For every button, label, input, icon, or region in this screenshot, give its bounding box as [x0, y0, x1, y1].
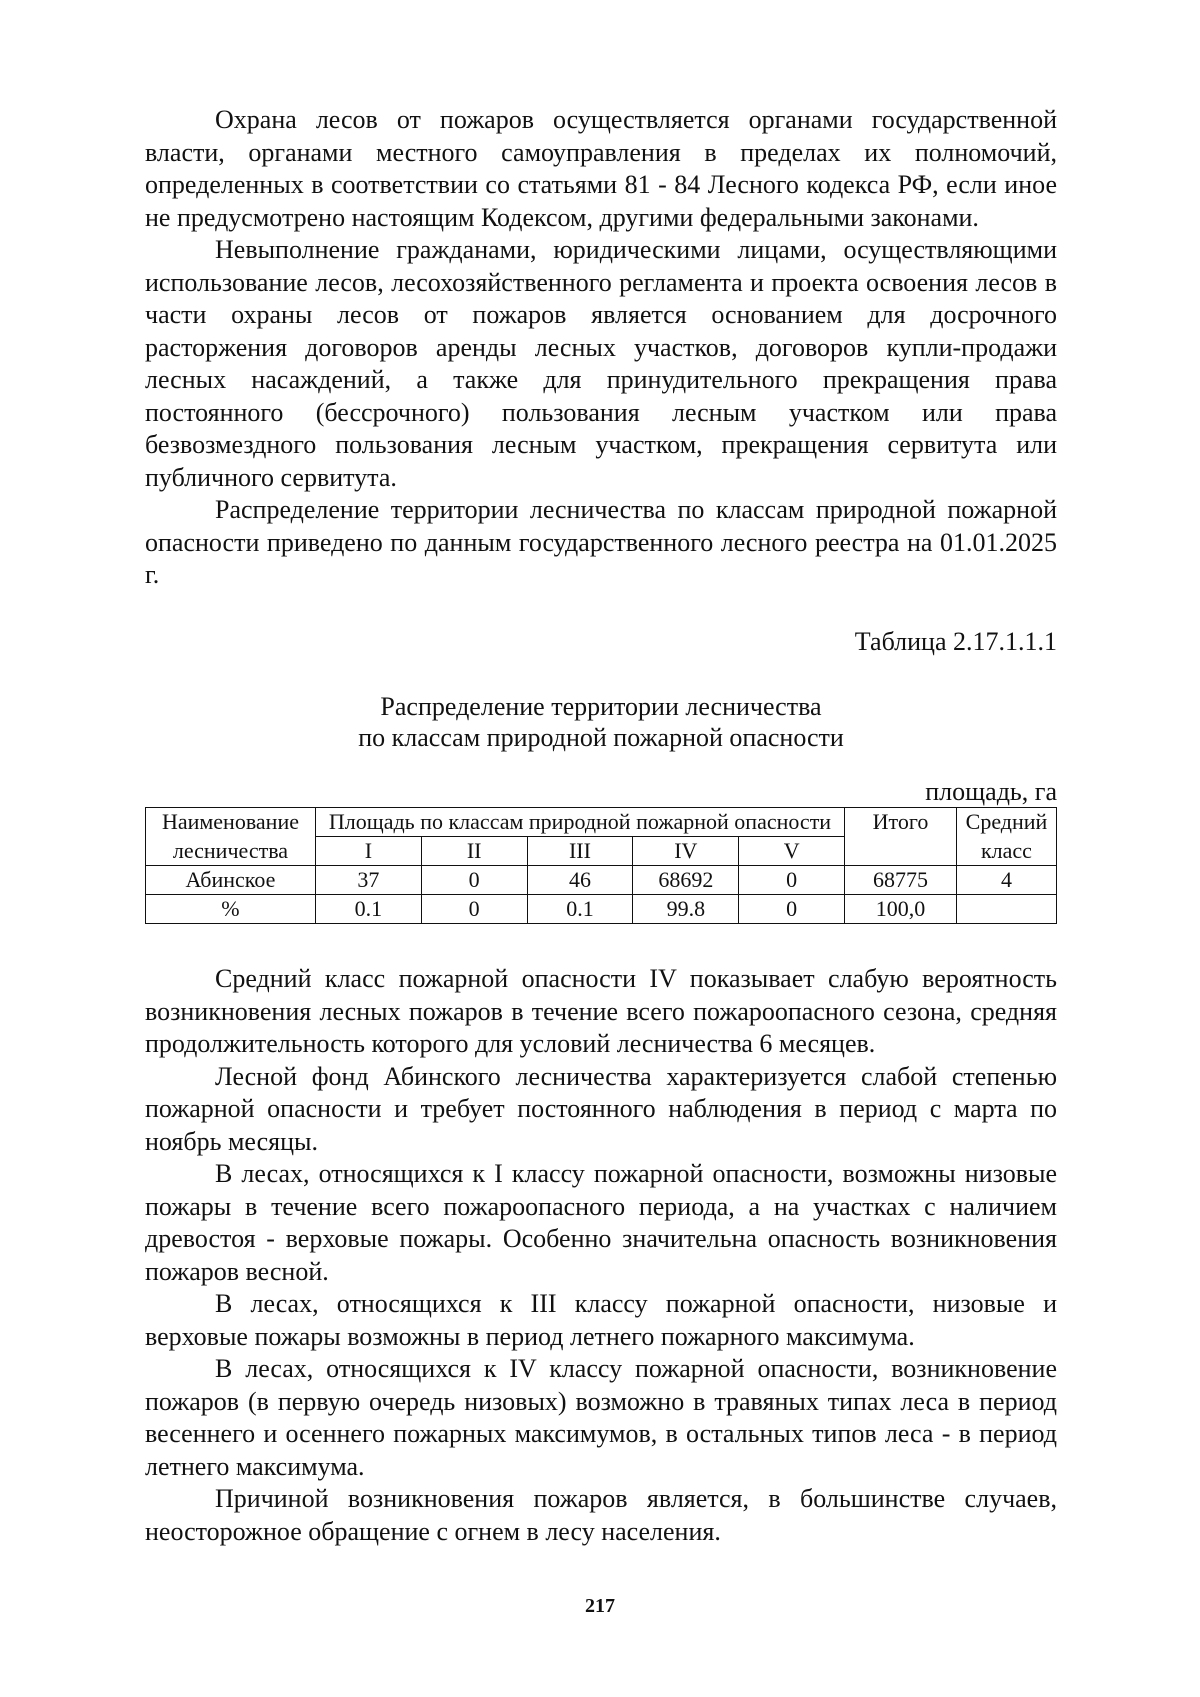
table-subheader-row	[146, 837, 1057, 866]
header-total: Итого	[845, 808, 957, 837]
row-value: 0	[421, 895, 527, 924]
paragraph-causes: Причиной возникновения пожаров является, в большинстве случаев, неосторожное обращение с огнем в лесу населения.	[145, 1484, 1057, 1546]
table-unit: площадь, га	[925, 777, 1057, 806]
row-value: 68692	[633, 866, 739, 895]
row-avg: 4	[956, 866, 1056, 895]
header-area-group: Площадь по классам природной пожарной опасности	[315, 808, 844, 837]
row-total: 68775	[845, 866, 957, 895]
paragraph-fire-protection: Охрана лесов от пожаров осуществляется органами государственной власти, органами местного самоуправления в пределах их полномочий, определенных в соответствии со статьями 81 - 84 Лесного кодекса РФ, если иное не предусмотрено настоящим Кодексом, другими федеральными законами.	[145, 105, 1057, 232]
paragraph-distribution: Распределение территории лесничества по классам природной пожарной опасности приведено по данным государственного лесного реестра на 01.01.2025 г.	[145, 495, 1057, 589]
row-value: 0	[739, 895, 845, 924]
table-number: Таблица 2.17.1.1.1	[854, 627, 1057, 656]
table-row	[146, 895, 1057, 924]
row-value: 37	[315, 866, 421, 895]
header-avg-line2: класс	[956, 837, 1056, 866]
row-total: 100,0	[845, 895, 957, 924]
row-value: 0.1	[315, 895, 421, 924]
header-class-5: V	[739, 837, 845, 866]
paragraph-class-1: В лесах, относящихся к I классу пожарной опасности, возможны низовые пожары в течение всего пожароопасного периода, а на участках с наличием древостоя - верховые пожары. Особенно значительна опасность возникновения пожаров весной.	[145, 1159, 1057, 1286]
row-name: Абинское	[146, 866, 316, 895]
paragraph-class-3: В лесах, относящихся к III классу пожарной опасности, низовые и верховые пожары возможны в период летнего пожарного максимума.	[145, 1289, 1057, 1351]
header-name-line1: Наименование	[146, 808, 316, 837]
header-class-1: I	[315, 837, 421, 866]
row-value: 46	[527, 866, 633, 895]
row-value: 99.8	[633, 895, 739, 924]
table-title-line1: Распределение территории лесничества	[380, 692, 822, 721]
table-header-row	[146, 808, 1057, 837]
row-value: 0	[739, 866, 845, 895]
header-avg-line1: Средний	[956, 808, 1056, 837]
paragraph-avg-class: Средний класс пожарной опасности IV показывает слабую вероятность возникновения лесных пожаров в течение всего пожароопасного сезона, средняя продолжительность которого для условий лесничества 6 месяцев.	[145, 964, 1057, 1058]
row-avg	[956, 895, 1056, 924]
row-name: %	[146, 895, 316, 924]
header-total-blank	[845, 837, 957, 866]
page-number: 217	[585, 1595, 615, 1617]
header-class-2: II	[421, 837, 527, 866]
row-value: 0	[421, 866, 527, 895]
table-title-line2: по классам природной пожарной опасности	[358, 723, 844, 752]
paragraph-forest-fund: Лесной фонд Абинского лесничества характеризуется слабой степенью пожарной опасности и требует постоянного наблюдения в период с марта по ноябрь месяцы.	[145, 1061, 1057, 1156]
paragraph-violation: Невыполнение гражданами, юридическими лицами, осуществляющими использование лесов, лесохозяйственного регламента и проекта освоения лесов в части охраны лесов от пожаров является основанием для досрочного расторжения договоров аренды лесных участков, договоров купли-продажи лесных насаждений, а также для принудительного прекращения права постоянного (бессрочного) пользования лесным участком или права безвозмездного пользования лесным участком, прекращения сервитута или публичного сервитута.	[145, 235, 1057, 492]
row-value: 0.1	[527, 895, 633, 924]
header-class-3: III	[527, 837, 633, 866]
header-class-4: IV	[633, 837, 739, 866]
paragraph-class-4: В лесах, относящихся к IV классу пожарной опасности, возникновение пожаров (в первую очередь низовых) возможно в травяных типах леса в период весеннего и осеннего пожарных максимумов, в остальных типов леса - в период летнего максимума.	[145, 1354, 1057, 1481]
body-section	[145, 963, 1057, 1548]
fire-class-table	[145, 807, 1057, 924]
intro-section	[145, 104, 1057, 592]
table-row	[146, 866, 1057, 895]
table-title	[145, 691, 1057, 753]
header-name-line2: лесничества	[146, 837, 316, 866]
